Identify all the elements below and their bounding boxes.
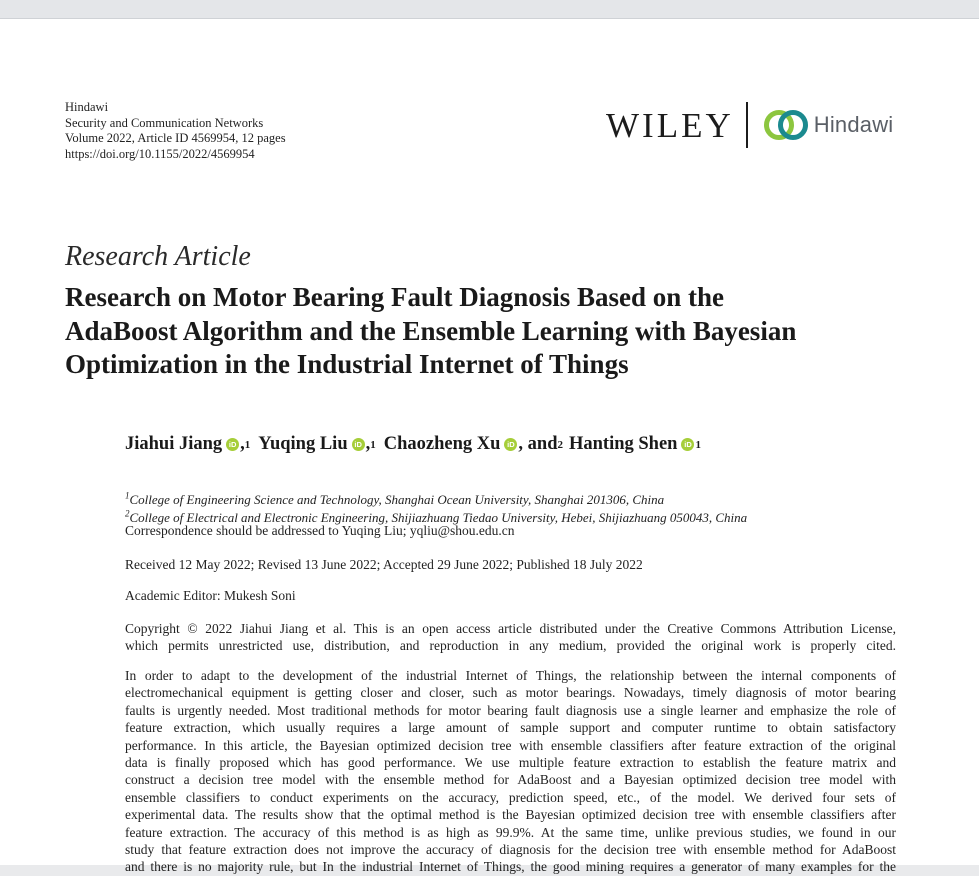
logo-divider [746, 102, 748, 148]
orcid-icon[interactable]: iD [226, 438, 239, 451]
abstract-line: study that feature extraction does not improve the accuracy of diagnosis for the decision tree with ensemble method for AdaBoost [125, 842, 896, 858]
affiliation-line [125, 491, 747, 509]
title-line: Research on Motor Bearing Fault Diagnosis Based on the [65, 282, 725, 312]
article-title [65, 281, 925, 382]
abstract-line: feature extraction, which usually requires a large amount of sample support and computer runtime to obtain satisfactory [125, 720, 896, 736]
viewer-top-bar [0, 0, 979, 19]
author-separator: , and [518, 434, 558, 454]
publication-dates: Received 12 May 2022; Revised 13 June 2022; Accepted 29 June 2022; Published 18 July 2022 [125, 557, 643, 572]
doi-link[interactable]: https://doi.org/10.1155/2022/4569954 [65, 146, 255, 161]
journal-name: Security and Communication Networks [65, 115, 264, 130]
correspondence: Correspondence should be addressed to Yuqing Liu; yqliu@shou.edu.cn [125, 523, 515, 538]
abstract-line: faults is urgently needed. Most traditional methods for motor bearing fault diagnosis use a single learner and emphasize the role of [125, 702, 896, 718]
abstract-line: and there is no majority rule, but In the industrial Internet of Things, the good mining requires a generator of many examples for the [125, 859, 896, 875]
affiliation-number: 1 [125, 490, 130, 501]
hindawi-wordmark: Hindawi [813, 112, 894, 137]
title-line: AdaBoost Algorithm and the Ensemble Learning with Bayesian [65, 315, 797, 346]
abstract-line: In order to adapt to the development of the industrial Internet of Things, the relationship between the internal components of [125, 668, 896, 683]
orcid-icon[interactable]: iD [504, 438, 517, 451]
abstract-line: feature extraction. The accuracy of this method is as high as 99.9%. At the same time, unlike previous studies, we found in our [125, 824, 896, 840]
affiliation-text: College of Electrical and Electronic Engineering, Shijiazhuang Tiedao University, Hebei, Shijiazhuang 050043, China [129, 510, 748, 525]
abstract-line: construct a decision tree model with the ensemble method for AdaBoost and a Bayesian optimized decision tree model with [125, 772, 896, 788]
abstract [125, 667, 896, 876]
author-separator: , [240, 434, 245, 454]
orcid-icon[interactable]: iD [352, 438, 365, 451]
author-name: Chaozheng Xu [383, 434, 501, 454]
affiliation-number: 2 [125, 508, 130, 519]
affiliations [125, 491, 747, 527]
copyright-notice [125, 620, 896, 655]
hindawi-logo-icon [762, 108, 810, 142]
author-name: Jiahui Jiang [125, 434, 223, 454]
journal-meta [65, 100, 286, 162]
author-list: Jiahui Jiang iD , 1 Yuqing Liu iD , 1 Chaozheng Xu iD , and 2 Hanting Shen iD 1 [125, 434, 701, 454]
title-line: Optimization in the Industrial Internet of Things [65, 349, 629, 379]
copyright-line: Copyright © 2022 Jiahui Jiang et al. This is an open access article distributed under the Creative Commons Attribution License, [125, 621, 896, 636]
abstract-line: ensemble classifiers to conduct experiments on the accuracy, prediction speed, etc., of the model. We derived four sets of [125, 789, 896, 805]
abstract-line: performance. In this article, the Bayesian optimized decision tree with ensemble classifiers after feature extraction of the original [125, 737, 896, 753]
author-separator: , [365, 434, 371, 454]
volume-info: Volume 2022, Article ID 4569954, 12 pages [65, 131, 286, 145]
article-type: Research Article [65, 241, 251, 272]
abstract-line: electromechanical equipment is getting closer and closer, such as motor bearings. Nowadays, timely diagnosis of motor bearing [125, 685, 896, 701]
orcid-icon[interactable]: iD [681, 438, 694, 451]
copyright-line: which permits unrestricted use, distribution, and reproduction in any medium, provided the original work is properly cited. [125, 638, 896, 654]
author-name: Hanting Shen [569, 434, 678, 454]
publisher-logo [606, 101, 893, 149]
academic-editor: Academic Editor: Mukesh Soni [125, 588, 296, 603]
abstract-line: experimental data. The results show that the optimal method is the Bayesian optimized decision tree with ensemble classifiers after [125, 807, 896, 823]
publisher-name: Hindawi [65, 100, 109, 114]
author-name: Yuqing Liu [258, 434, 348, 454]
pdf-page [0, 19, 979, 875]
wiley-wordmark: WILEY [606, 105, 734, 145]
affiliation-text: College of Engineering Science and Technology, Shanghai Ocean University, Shanghai 201306, China [129, 492, 665, 507]
abstract-line: data is finally proposed which has good performance. We use multiple feature extraction to establish the feature matrix and [125, 755, 896, 771]
